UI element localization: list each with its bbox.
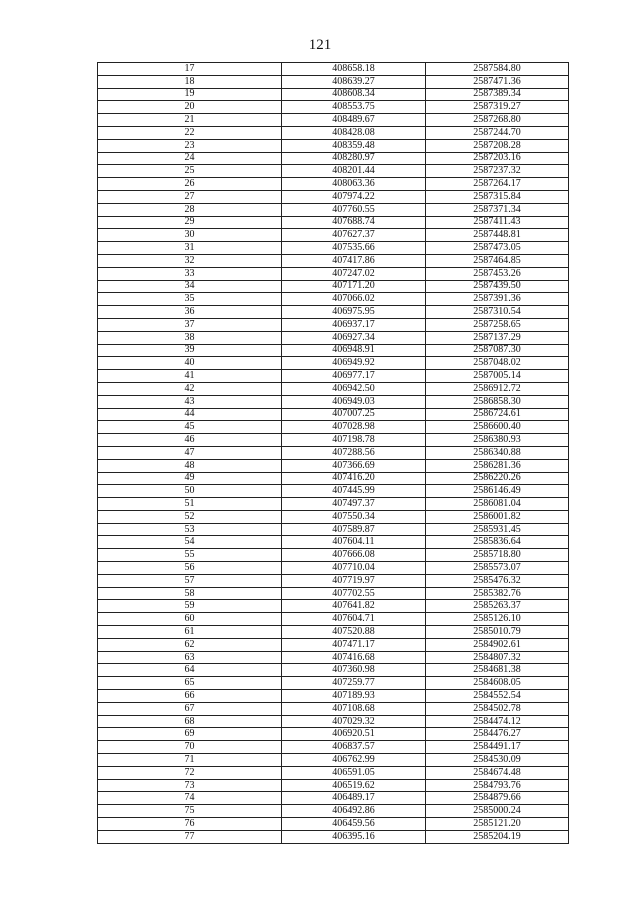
- coordinates-table: [97, 62, 569, 844]
- point-number-cell: 35: [98, 293, 282, 306]
- x-coordinate-cell: 407760.55: [282, 203, 426, 216]
- x-coordinate-cell: 407604.71: [282, 613, 426, 626]
- y-coordinate-cell: 2587584.80: [426, 63, 569, 76]
- x-coordinate-cell: 408553.75: [282, 101, 426, 114]
- table-row: [98, 549, 569, 562]
- x-coordinate-cell: 407589.87: [282, 523, 426, 536]
- point-number-cell: 58: [98, 587, 282, 600]
- y-coordinate-cell: 2585573.07: [426, 562, 569, 575]
- table-row: [98, 677, 569, 690]
- table-row: [98, 651, 569, 664]
- table-row: [98, 408, 569, 421]
- point-number-cell: 75: [98, 805, 282, 818]
- point-number-cell: 64: [98, 664, 282, 677]
- y-coordinate-cell: 2585000.24: [426, 805, 569, 818]
- x-coordinate-cell: 406492.86: [282, 805, 426, 818]
- table-row: [98, 152, 569, 165]
- y-coordinate-cell: 2587244.70: [426, 126, 569, 139]
- y-coordinate-cell: 2584681.38: [426, 664, 569, 677]
- table-row: [98, 75, 569, 88]
- x-coordinate-cell: 407688.74: [282, 216, 426, 229]
- y-coordinate-cell: 2587439.50: [426, 280, 569, 293]
- point-number-cell: 69: [98, 728, 282, 741]
- x-coordinate-cell: 407710.04: [282, 562, 426, 575]
- y-coordinate-cell: 2587005.14: [426, 370, 569, 383]
- x-coordinate-cell: 407366.69: [282, 459, 426, 472]
- point-number-cell: 34: [98, 280, 282, 293]
- y-coordinate-cell: 2585382.76: [426, 587, 569, 600]
- table-row: [98, 318, 569, 331]
- point-number-cell: 30: [98, 229, 282, 242]
- table-row: [98, 178, 569, 191]
- y-coordinate-cell: 2587391.36: [426, 293, 569, 306]
- x-coordinate-cell: 406937.17: [282, 318, 426, 331]
- y-coordinate-cell: 2584879.66: [426, 792, 569, 805]
- x-coordinate-cell: 407627.37: [282, 229, 426, 242]
- x-coordinate-cell: 406519.62: [282, 779, 426, 792]
- point-number-cell: 53: [98, 523, 282, 536]
- x-coordinate-cell: 408639.27: [282, 75, 426, 88]
- table-row: [98, 728, 569, 741]
- point-number-cell: 21: [98, 114, 282, 127]
- x-coordinate-cell: 406837.57: [282, 741, 426, 754]
- table-row: [98, 165, 569, 178]
- y-coordinate-cell: 2586858.30: [426, 395, 569, 408]
- coordinates-table-body: [98, 63, 569, 844]
- point-number-cell: 66: [98, 690, 282, 703]
- y-coordinate-cell: 2587264.17: [426, 178, 569, 191]
- point-number-cell: 29: [98, 216, 282, 229]
- y-coordinate-cell: 2585836.64: [426, 536, 569, 549]
- x-coordinate-cell: 406977.17: [282, 370, 426, 383]
- point-number-cell: 54: [98, 536, 282, 549]
- point-number-cell: 51: [98, 498, 282, 511]
- table-row: [98, 331, 569, 344]
- point-number-cell: 73: [98, 779, 282, 792]
- point-number-cell: 72: [98, 766, 282, 779]
- x-coordinate-cell: 406459.56: [282, 818, 426, 831]
- table-row: [98, 715, 569, 728]
- x-coordinate-cell: 408608.34: [282, 88, 426, 101]
- table-row: [98, 242, 569, 255]
- x-coordinate-cell: 407416.20: [282, 472, 426, 485]
- point-number-cell: 48: [98, 459, 282, 472]
- y-coordinate-cell: 2587389.34: [426, 88, 569, 101]
- x-coordinate-cell: 406927.34: [282, 331, 426, 344]
- table-row: [98, 741, 569, 754]
- y-coordinate-cell: 2586001.82: [426, 510, 569, 523]
- y-coordinate-cell: 2586146.49: [426, 485, 569, 498]
- table-row: [98, 536, 569, 549]
- point-number-cell: 70: [98, 741, 282, 754]
- x-coordinate-cell: 407471.17: [282, 638, 426, 651]
- point-number-cell: 20: [98, 101, 282, 114]
- table-row: [98, 587, 569, 600]
- table-row: [98, 139, 569, 152]
- x-coordinate-cell: 408359.48: [282, 139, 426, 152]
- table-row: [98, 690, 569, 703]
- table-row: [98, 216, 569, 229]
- table-row: [98, 63, 569, 76]
- y-coordinate-cell: 2587411.43: [426, 216, 569, 229]
- point-number-cell: 67: [98, 702, 282, 715]
- point-number-cell: 18: [98, 75, 282, 88]
- table-row: [98, 613, 569, 626]
- y-coordinate-cell: 2586380.93: [426, 434, 569, 447]
- point-number-cell: 42: [98, 382, 282, 395]
- x-coordinate-cell: 408428.08: [282, 126, 426, 139]
- y-coordinate-cell: 2585126.10: [426, 613, 569, 626]
- table-row: [98, 357, 569, 370]
- table-row: [98, 101, 569, 114]
- point-number-cell: 41: [98, 370, 282, 383]
- point-number-cell: 59: [98, 600, 282, 613]
- point-number-cell: 32: [98, 254, 282, 267]
- point-number-cell: 74: [98, 792, 282, 805]
- x-coordinate-cell: 406591.05: [282, 766, 426, 779]
- table-row: [98, 472, 569, 485]
- table-row: [98, 664, 569, 677]
- y-coordinate-cell: 2587203.16: [426, 152, 569, 165]
- x-coordinate-cell: 407641.82: [282, 600, 426, 613]
- point-number-cell: 39: [98, 344, 282, 357]
- point-number-cell: 44: [98, 408, 282, 421]
- table-row: [98, 395, 569, 408]
- point-number-cell: 19: [98, 88, 282, 101]
- table-row: [98, 126, 569, 139]
- y-coordinate-cell: 2585010.79: [426, 626, 569, 639]
- y-coordinate-cell: 2587319.27: [426, 101, 569, 114]
- point-number-cell: 28: [98, 203, 282, 216]
- x-coordinate-cell: 407007.25: [282, 408, 426, 421]
- table-row: [98, 254, 569, 267]
- point-number-cell: 77: [98, 830, 282, 843]
- y-coordinate-cell: 2587473.05: [426, 242, 569, 255]
- table-row: [98, 382, 569, 395]
- point-number-cell: 71: [98, 754, 282, 767]
- y-coordinate-cell: 2584807.32: [426, 651, 569, 664]
- point-number-cell: 47: [98, 446, 282, 459]
- table-row: [98, 523, 569, 536]
- x-coordinate-cell: 407520.88: [282, 626, 426, 639]
- y-coordinate-cell: 2585263.37: [426, 600, 569, 613]
- point-number-cell: 17: [98, 63, 282, 76]
- y-coordinate-cell: 2584502.78: [426, 702, 569, 715]
- x-coordinate-cell: 406762.99: [282, 754, 426, 767]
- table-row: [98, 574, 569, 587]
- y-coordinate-cell: 2586081.04: [426, 498, 569, 511]
- x-coordinate-cell: 407974.22: [282, 190, 426, 203]
- table-row: [98, 792, 569, 805]
- y-coordinate-cell: 2584608.05: [426, 677, 569, 690]
- table-row: [98, 779, 569, 792]
- x-coordinate-cell: 406975.95: [282, 306, 426, 319]
- point-number-cell: 56: [98, 562, 282, 575]
- table-row: [98, 190, 569, 203]
- point-number-cell: 52: [98, 510, 282, 523]
- point-number-cell: 24: [98, 152, 282, 165]
- table-row: [98, 344, 569, 357]
- table-row: [98, 600, 569, 613]
- point-number-cell: 55: [98, 549, 282, 562]
- x-coordinate-cell: 407360.98: [282, 664, 426, 677]
- point-number-cell: 27: [98, 190, 282, 203]
- table-row: [98, 229, 569, 242]
- point-number-cell: 22: [98, 126, 282, 139]
- table-row: [98, 434, 569, 447]
- y-coordinate-cell: 2587048.02: [426, 357, 569, 370]
- x-coordinate-cell: 407288.56: [282, 446, 426, 459]
- x-coordinate-cell: 406395.16: [282, 830, 426, 843]
- x-coordinate-cell: 407550.34: [282, 510, 426, 523]
- x-coordinate-cell: 407416.68: [282, 651, 426, 664]
- x-coordinate-cell: 408280.97: [282, 152, 426, 165]
- y-coordinate-cell: 2586340.88: [426, 446, 569, 459]
- y-coordinate-cell: 2587258.65: [426, 318, 569, 331]
- table-row: [98, 754, 569, 767]
- y-coordinate-cell: 2587310.54: [426, 306, 569, 319]
- y-coordinate-cell: 2584902.61: [426, 638, 569, 651]
- point-number-cell: 43: [98, 395, 282, 408]
- y-coordinate-cell: 2585204.19: [426, 830, 569, 843]
- y-coordinate-cell: 2585718.80: [426, 549, 569, 562]
- x-coordinate-cell: 407497.37: [282, 498, 426, 511]
- y-coordinate-cell: 2585121.20: [426, 818, 569, 831]
- table-row: [98, 370, 569, 383]
- point-number-cell: 40: [98, 357, 282, 370]
- y-coordinate-cell: 2587371.34: [426, 203, 569, 216]
- table-row: [98, 203, 569, 216]
- y-coordinate-cell: 2587315.84: [426, 190, 569, 203]
- y-coordinate-cell: 2586724.61: [426, 408, 569, 421]
- table-row: [98, 459, 569, 472]
- y-coordinate-cell: 2587137.29: [426, 331, 569, 344]
- x-coordinate-cell: 407247.02: [282, 267, 426, 280]
- table-row: [98, 766, 569, 779]
- y-coordinate-cell: 2584530.09: [426, 754, 569, 767]
- y-coordinate-cell: 2587448.81: [426, 229, 569, 242]
- x-coordinate-cell: 406942.50: [282, 382, 426, 395]
- x-coordinate-cell: 407666.08: [282, 549, 426, 562]
- x-coordinate-cell: 406949.03: [282, 395, 426, 408]
- table-row: [98, 446, 569, 459]
- table-row: [98, 293, 569, 306]
- point-number-cell: 31: [98, 242, 282, 255]
- table-row: [98, 267, 569, 280]
- table-row: [98, 510, 569, 523]
- x-coordinate-cell: 407417.86: [282, 254, 426, 267]
- point-number-cell: 38: [98, 331, 282, 344]
- point-number-cell: 76: [98, 818, 282, 831]
- x-coordinate-cell: 407028.98: [282, 421, 426, 434]
- table-row: [98, 306, 569, 319]
- page-number: 121: [308, 37, 332, 53]
- point-number-cell: 63: [98, 651, 282, 664]
- point-number-cell: 65: [98, 677, 282, 690]
- x-coordinate-cell: 407702.55: [282, 587, 426, 600]
- x-coordinate-cell: 406489.17: [282, 792, 426, 805]
- table-row: [98, 421, 569, 434]
- point-number-cell: 36: [98, 306, 282, 319]
- y-coordinate-cell: 2585931.45: [426, 523, 569, 536]
- x-coordinate-cell: 408063.36: [282, 178, 426, 191]
- x-coordinate-cell: 407171.20: [282, 280, 426, 293]
- y-coordinate-cell: 2584674.48: [426, 766, 569, 779]
- table-row: [98, 562, 569, 575]
- y-coordinate-cell: 2587237.32: [426, 165, 569, 178]
- table-row: [98, 805, 569, 818]
- y-coordinate-cell: 2586220.26: [426, 472, 569, 485]
- x-coordinate-cell: 407189.93: [282, 690, 426, 703]
- x-coordinate-cell: 408489.67: [282, 114, 426, 127]
- table-row: [98, 498, 569, 511]
- x-coordinate-cell: 407259.77: [282, 677, 426, 690]
- point-number-cell: 45: [98, 421, 282, 434]
- y-coordinate-cell: 2584476.27: [426, 728, 569, 741]
- table-row: [98, 485, 569, 498]
- x-coordinate-cell: 407108.68: [282, 702, 426, 715]
- point-number-cell: 49: [98, 472, 282, 485]
- table-row: [98, 626, 569, 639]
- point-number-cell: 62: [98, 638, 282, 651]
- y-coordinate-cell: 2586912.72: [426, 382, 569, 395]
- point-number-cell: 37: [98, 318, 282, 331]
- table-row: [98, 88, 569, 101]
- table-row: [98, 638, 569, 651]
- x-coordinate-cell: 408658.18: [282, 63, 426, 76]
- point-number-cell: 57: [98, 574, 282, 587]
- y-coordinate-cell: 2587087.30: [426, 344, 569, 357]
- point-number-cell: 26: [98, 178, 282, 191]
- y-coordinate-cell: 2584474.12: [426, 715, 569, 728]
- point-number-cell: 25: [98, 165, 282, 178]
- x-coordinate-cell: 407198.78: [282, 434, 426, 447]
- y-coordinate-cell: 2586600.40: [426, 421, 569, 434]
- point-number-cell: 50: [98, 485, 282, 498]
- point-number-cell: 61: [98, 626, 282, 639]
- y-coordinate-cell: 2587208.28: [426, 139, 569, 152]
- table-row: [98, 114, 569, 127]
- x-coordinate-cell: 408201.44: [282, 165, 426, 178]
- y-coordinate-cell: 2587268.80: [426, 114, 569, 127]
- point-number-cell: 46: [98, 434, 282, 447]
- x-coordinate-cell: 407445.99: [282, 485, 426, 498]
- y-coordinate-cell: 2584552.54: [426, 690, 569, 703]
- point-number-cell: 23: [98, 139, 282, 152]
- y-coordinate-cell: 2584793.76: [426, 779, 569, 792]
- y-coordinate-cell: 2587471.36: [426, 75, 569, 88]
- x-coordinate-cell: 407066.02: [282, 293, 426, 306]
- y-coordinate-cell: 2586281.36: [426, 459, 569, 472]
- y-coordinate-cell: 2584491.17: [426, 741, 569, 754]
- x-coordinate-cell: 406948.91: [282, 344, 426, 357]
- point-number-cell: 68: [98, 715, 282, 728]
- point-number-cell: 60: [98, 613, 282, 626]
- x-coordinate-cell: 407535.66: [282, 242, 426, 255]
- table-row: [98, 280, 569, 293]
- table-row: [98, 830, 569, 843]
- y-coordinate-cell: 2587464.85: [426, 254, 569, 267]
- x-coordinate-cell: 407029.32: [282, 715, 426, 728]
- x-coordinate-cell: 406949.92: [282, 357, 426, 370]
- y-coordinate-cell: 2585476.32: [426, 574, 569, 587]
- table-row: [98, 702, 569, 715]
- x-coordinate-cell: 407604.11: [282, 536, 426, 549]
- point-number-cell: 33: [98, 267, 282, 280]
- table-row: [98, 818, 569, 831]
- x-coordinate-cell: 407719.97: [282, 574, 426, 587]
- x-coordinate-cell: 406920.51: [282, 728, 426, 741]
- y-coordinate-cell: 2587453.26: [426, 267, 569, 280]
